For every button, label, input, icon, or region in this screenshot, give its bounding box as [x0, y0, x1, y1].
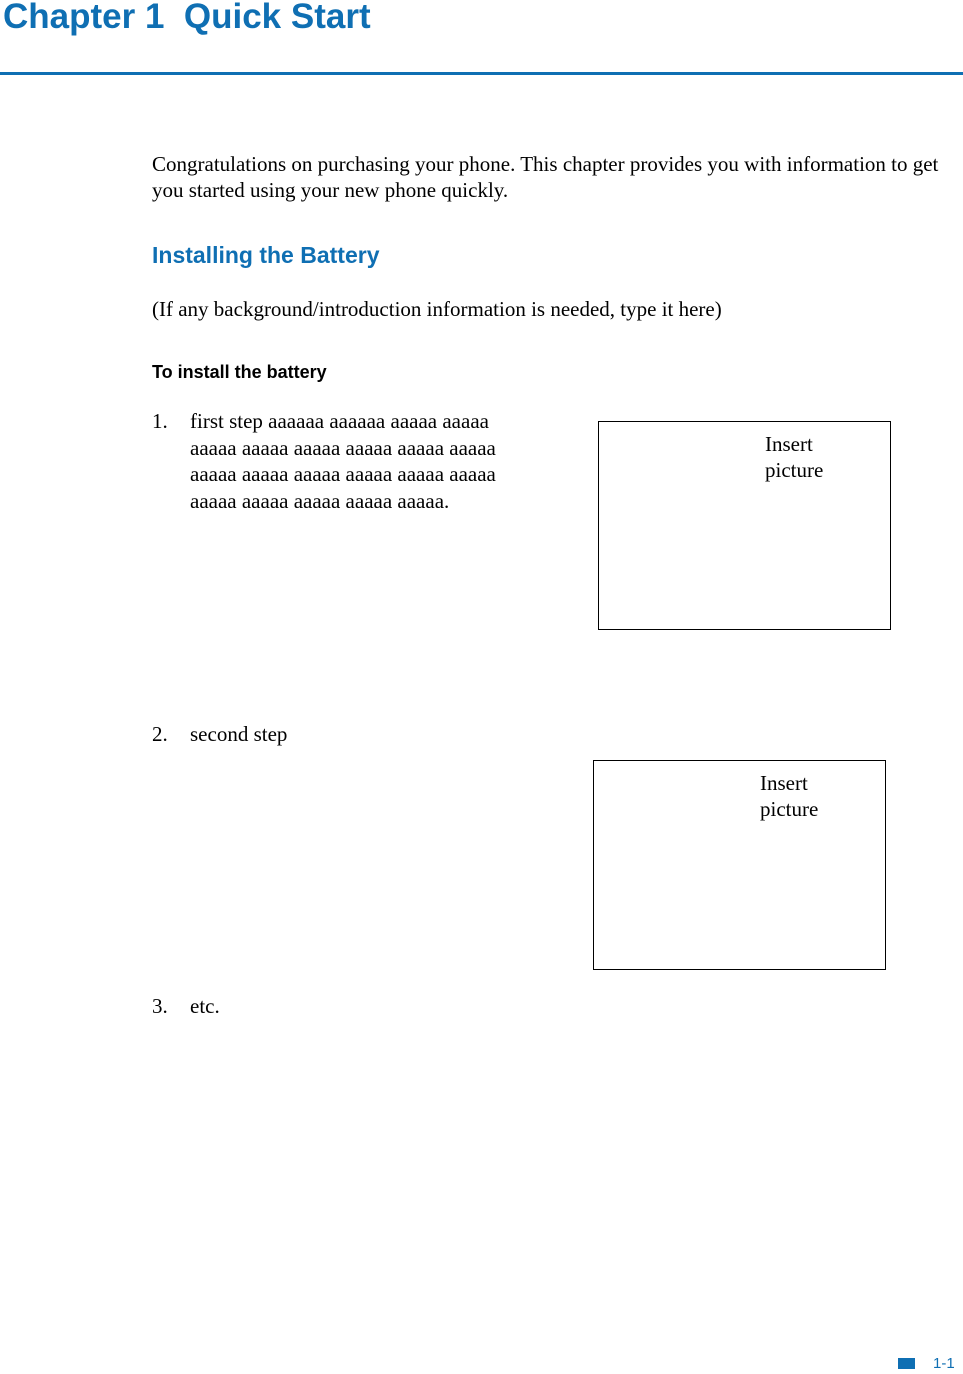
page-marker	[898, 1358, 915, 1369]
step-item	[152, 993, 452, 1021]
section-heading: Installing the Battery	[152, 242, 380, 268]
chapter-title: Chapter 1 Quick Start	[3, 0, 371, 36]
picture-placeholder-label: Insert picture	[760, 771, 819, 821]
step-item	[152, 408, 552, 518]
step-number: 3.	[152, 994, 168, 1018]
step-text: etc.	[190, 994, 220, 1018]
picture-placeholder	[593, 760, 886, 970]
page-number: 1-1	[933, 1355, 955, 1372]
background-note: (If any background/introduction information is needed, type it here)	[152, 297, 722, 321]
step-number: 1.	[152, 409, 168, 433]
step-item	[152, 721, 452, 749]
step-number: 2.	[152, 722, 168, 746]
title-rule	[0, 72, 963, 75]
picture-placeholder	[598, 421, 891, 630]
procedure-heading: To install the battery	[152, 362, 327, 382]
step-text: first step aaaaaa aaaaaa aaaaa aaaaa aaaaa aaaaa aaaaa aaaaa aaaaa aaaaa aaaaa aaaaa aaaaa aaaaa aaaaa aaaaa aaaaa aaaaa aaaaa aaaaa aaaaa.	[190, 409, 496, 513]
picture-placeholder-label: Insert picture	[765, 432, 824, 482]
intro-paragraph: Congratulations on purchasing your phone. This chapter provides you with information to get you started using your new phone quickly.	[152, 152, 939, 202]
step-text: second step	[190, 722, 288, 746]
